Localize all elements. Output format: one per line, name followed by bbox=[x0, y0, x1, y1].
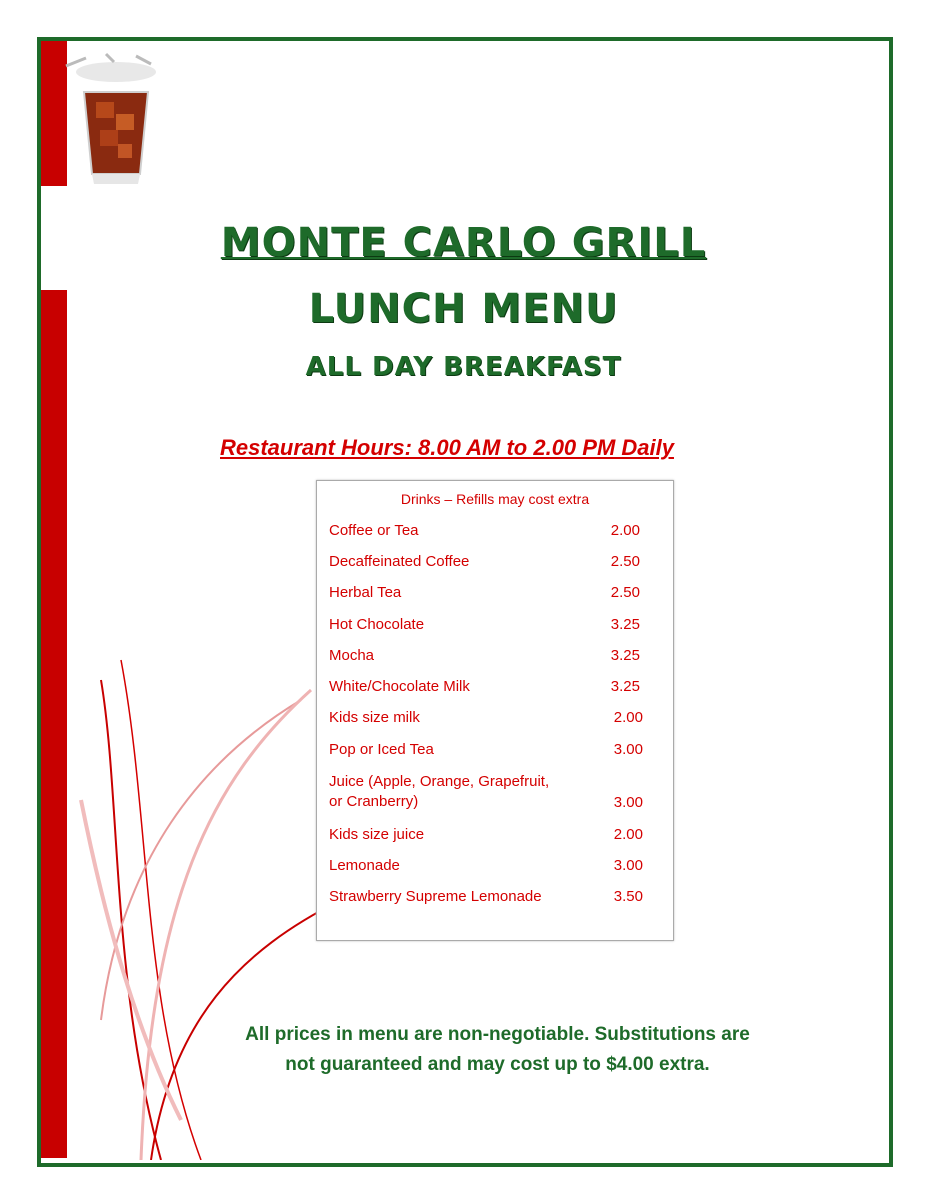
drink-item-price: 2.00 bbox=[610, 522, 640, 539]
drink-item-price: 3.00 bbox=[613, 857, 643, 874]
drink-item-name: Kids size juice bbox=[329, 826, 425, 843]
restaurant-name: MONTE CARLO GRILL bbox=[220, 220, 707, 266]
drink-item-price: 3.25 bbox=[610, 678, 640, 695]
drink-item-name: Hot Chocolate bbox=[329, 616, 425, 633]
drinks-heading: Drinks – Refills may cost extra bbox=[400, 491, 590, 507]
restaurant-hours: Restaurant Hours: 8.00 AM to 2.00 PM Daily bbox=[220, 435, 674, 460]
drink-item-price: 3.50 bbox=[613, 888, 643, 905]
drink-item-price: 3.25 bbox=[610, 647, 640, 664]
drink-item-price: 3.25 bbox=[610, 616, 640, 633]
menu-subtitle: ALL DAY BREAKFAST bbox=[305, 352, 622, 382]
footer-line-1: All prices in menu are non-negotiable. Substitutions are bbox=[245, 1024, 750, 1045]
drink-item-price: 2.50 bbox=[610, 553, 640, 570]
drink-item-name: White/Chocolate Milk bbox=[329, 678, 470, 695]
menu-title: LUNCH MENU bbox=[308, 286, 619, 332]
drink-item-price: 2.00 bbox=[613, 826, 643, 843]
drink-item-name: Coffee or Tea bbox=[329, 522, 419, 539]
footer-line-2: not guaranteed and may cost up to $4.00 extra. bbox=[285, 1054, 710, 1075]
drink-item-price: 2.00 bbox=[613, 709, 643, 726]
drink-item-name: Kids size milk bbox=[329, 709, 420, 726]
drink-item-name: Mocha bbox=[329, 647, 375, 664]
drink-item-name: Juice (Apple, Orange, Grapefruit, or Cranberry) bbox=[329, 773, 550, 810]
drink-item-price: 3.00 bbox=[613, 741, 643, 758]
drink-item-name: Decaffeinated Coffee bbox=[329, 553, 470, 570]
drink-item-price: 3.00 bbox=[613, 794, 643, 811]
drinks-menu-box bbox=[316, 480, 674, 941]
drink-item-price: 2.50 bbox=[610, 584, 640, 601]
drink-item-name: Herbal Tea bbox=[329, 584, 402, 601]
menu-footer-note bbox=[190, 1020, 805, 1080]
iced-drink-glass-icon bbox=[56, 52, 168, 192]
drink-item-name: Pop or Iced Tea bbox=[329, 741, 434, 758]
drink-item-name: Strawberry Supreme Lemonade bbox=[329, 888, 542, 905]
drink-item-name: Lemonade bbox=[329, 857, 400, 874]
